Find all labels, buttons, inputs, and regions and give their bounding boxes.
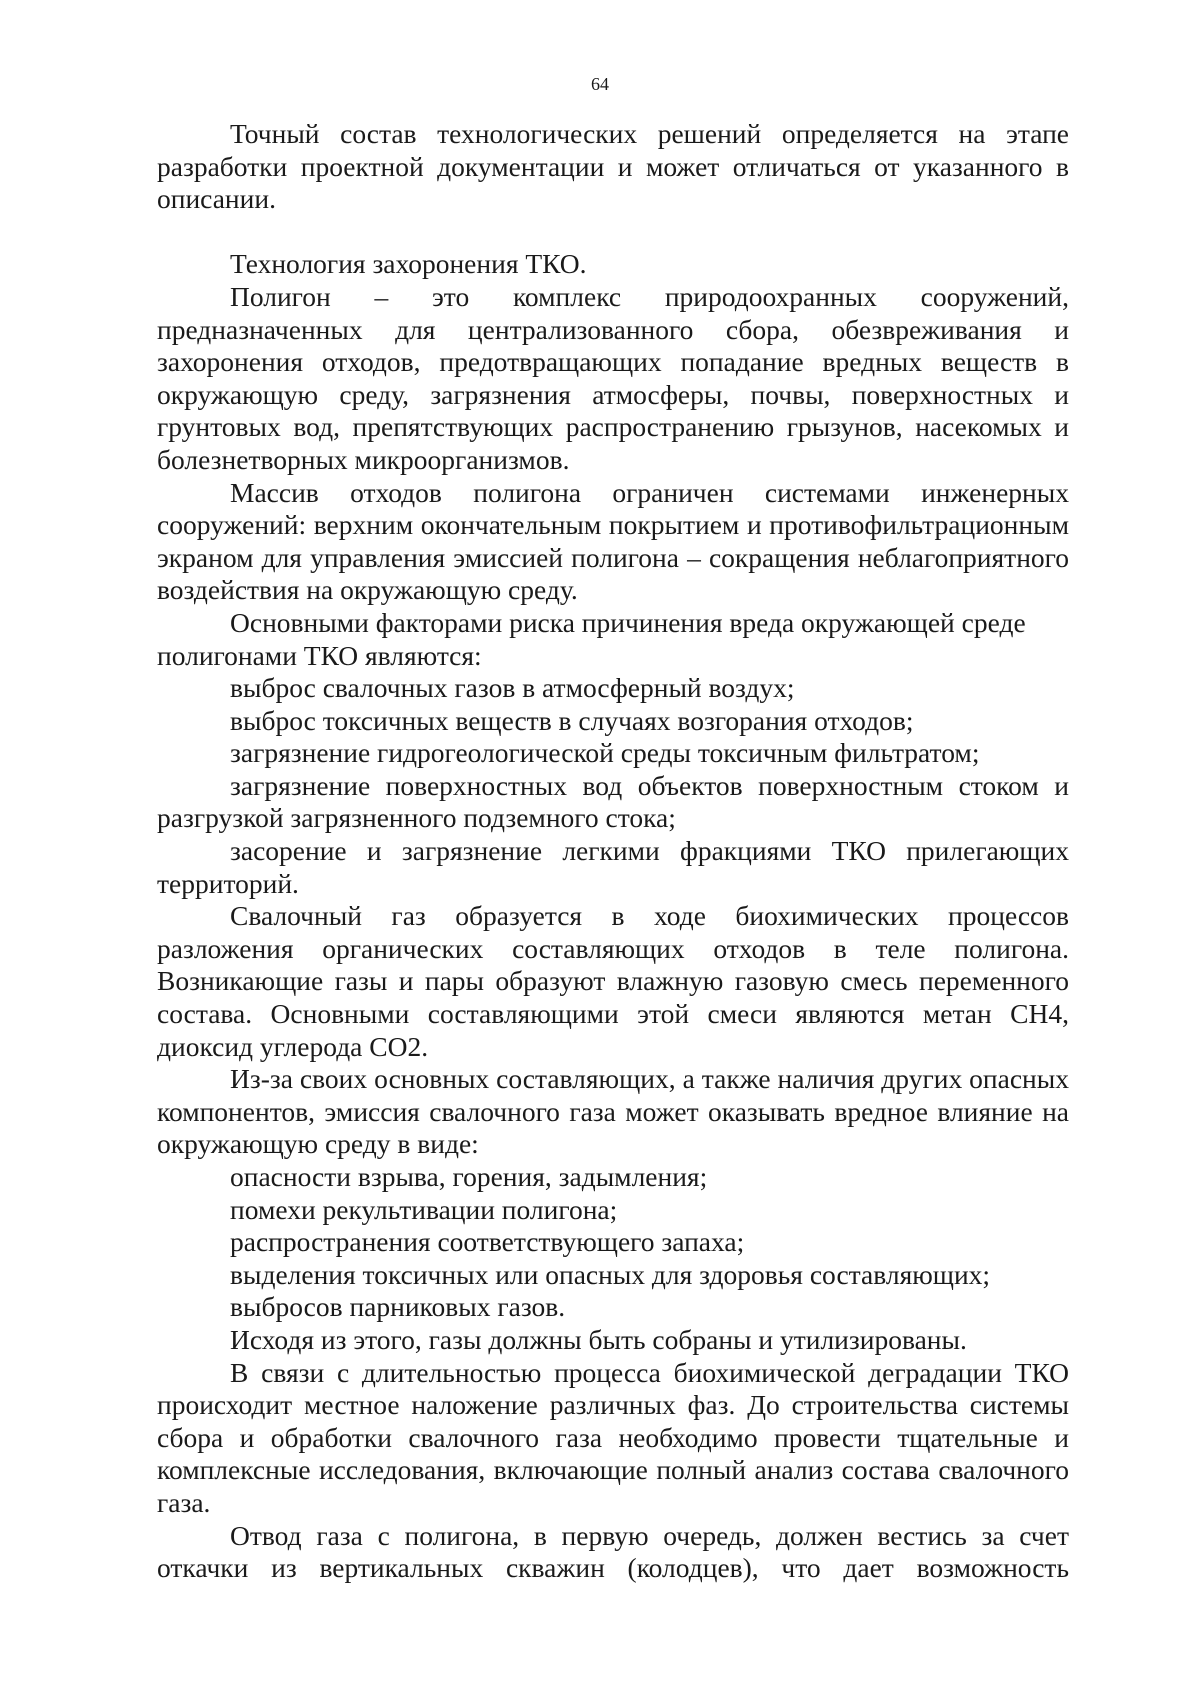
paragraph-degradation: В связи с длительностью процесса биохимической деградации ТКО происходит местное наложение различных фаз. До строительства системы сбора и обработки свалочного газа необходимо провести тщательные и комплексные исследования, включающие полный анализ состава свалочного газа. <box>157 1356 1069 1518</box>
paragraph-collection: Исходя из этого, газы должны быть собраны и утилизированы. <box>230 1323 967 1355</box>
list-item: выбросов парниковых газов. <box>230 1291 566 1323</box>
list-item: выброс свалочных газов в атмосферный воздух; <box>230 672 795 704</box>
list-item: помехи рекультивации полигона; <box>230 1193 618 1225</box>
list-item: распространения соответствующего запаха; <box>230 1226 745 1258</box>
paragraph-waste-mass: Массив отходов полигона ограничен системами инженерных сооружений: верхним окончательным покрытием и противофильтрационным экраном для управления эмиссией полигона – сокращения неблагоприятного воздействия на окружающую среду. <box>157 476 1069 606</box>
list-item: выброс токсичных веществ в случаях возгорания отходов; <box>230 704 914 736</box>
paragraph-gas-removal: Отвод газа с полигона, в первую очередь, должен вестись за счет откачки из вертикальных скважин (колодцев), что дает возможность <box>157 1519 1069 1584</box>
blank-line <box>157 216 1069 249</box>
list-item: загрязнение гидрогеологической среды токсичным фильтратом; <box>230 737 980 769</box>
list-item: выделения токсичных или опасных для здоровья составляющих; <box>230 1258 991 1290</box>
list-item: опасности взрыва, горения, задымления; <box>230 1161 708 1192</box>
document-body <box>157 118 1069 1585</box>
paragraph-risk-factors: Основными факторами риска причинения вреда окружающей среде полигонами ТКО являются: <box>157 606 1026 671</box>
list-item: загрязнение поверхностных вод объектов поверхностным стоком и разгрузкой загрязненного подземного стока; <box>157 769 1069 834</box>
page-number: 64 <box>591 74 609 94</box>
paragraph-intro: Точный состав технологических решений определяется на этапе разработки проектной документации и может отличаться от указанного в описании. <box>157 118 1069 215</box>
section-heading: Технология захоронения ТКО. <box>230 248 587 280</box>
paragraph-gas-emission: Из-за своих основных составляющих, а также наличия других опасных компонентов, эмиссия свалочного газа может оказывать вредное влияние на окружающую среду в виде: <box>157 1063 1069 1160</box>
paragraph-landfill-definition: Полигон – это комплекс природоохранных сооружений, предназначенных для централизованного сбора, обезвреживания и захоронения отходов, предотвращающих попадание вредных веществ в окружающую среду, загрязнения атмосферы, почвы, поверхностных и грунтовых вод, препятствующих распространению грызунов, насекомых и болезнетворных микроорганизмов. <box>157 280 1069 475</box>
paragraph-landfill-gas: Свалочный газ образуется в ходе биохимических процессов разложения органических составляющих отходов в теле полигона. Возникающие газы и пары образуют влажную газовую смесь переменного состава. Основными составляющими этой смеси являются метан СН4, диоксид углерода СО2. <box>157 900 1069 1062</box>
list-item: засорение и загрязнение легкими фракциями ТКО прилегающих территорий. <box>157 835 1069 899</box>
